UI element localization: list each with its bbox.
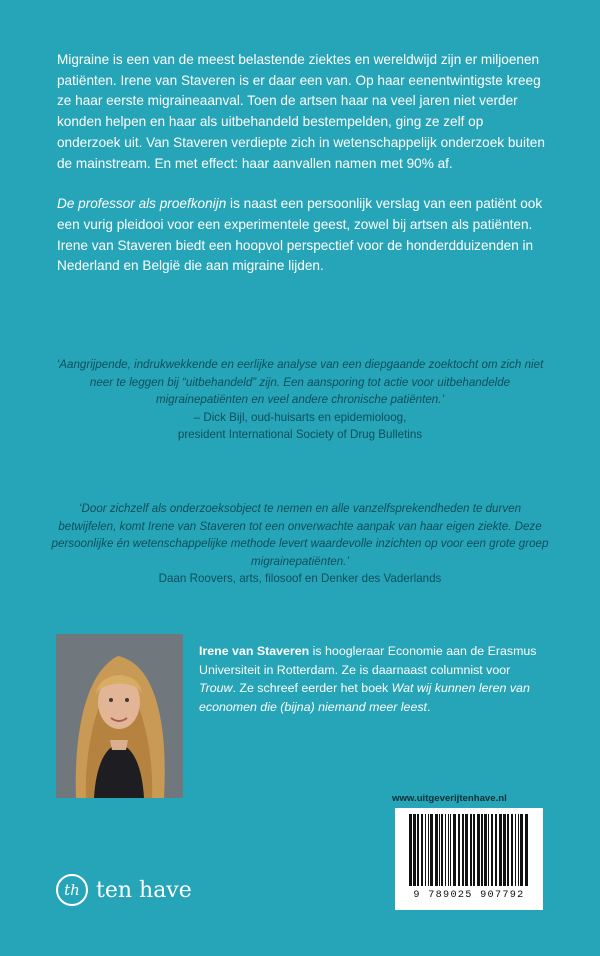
endorsement-quote-1 [50,356,550,444]
barcode-bar [448,814,449,886]
quote-text: ‘Door zichzelf als onderzoeksobject te nemen en alle vanzelfsprekendheden te durven betwijfelen, komt Irene van Staveren tot een onverwachte aanpak van haar eigen ziekte. Deze persoonlijke én wetenschappelijke methode levert waardevolle inzichten op voor een grote groep migrainepatiënten.’ [51,502,549,568]
barcode-bar [462,814,464,886]
barcode-bar [458,814,460,886]
barcode-bar [507,814,509,886]
publisher-logo [56,870,192,910]
barcode-bar [499,814,502,886]
barcode-bar [520,814,523,886]
publisher-logo-text: ten have [96,877,192,903]
barcode-bar [481,814,483,886]
bio-text-1: is hoogleraar Economie aan de Erasmus Universiteit in Rotterdam. Ze is daarnaast columnist voor [199,644,537,677]
previous-book-title: Wat wij kunnen leren van economen die (bijna) niemand meer leest [199,681,530,714]
barcode-bar [511,814,513,886]
author-bio [199,642,549,716]
newspaper-name: Trouw [199,681,233,696]
barcode-bar [417,814,419,886]
blurb-paragraph-1: Migraine is een van de meest belastende ziektes en wereldwijd zijn er miljoenen patiënten. Irene van Staveren is er daar een van. Op haar eenentwintigste kreeg ze haar eerste migraineaanval. Toen de artsen haar na veel jaren niet verder konden helpen en haar als uitbehandeld bestempelden, ging ze zelf op onderzoek uit. Van Staveren verdiepte zich in wetenschappelijk onderzoek buiten de mainstream. En met effect: haar aanvallen namen met 90% af. [57,52,545,171]
book-blurb [57,50,545,277]
barcode-bar [435,814,438,886]
barcode-bar [491,814,493,886]
quote-source-title: president International Society of Drug Bulletins [177,428,423,442]
barcode-bar [409,814,412,886]
isbn-number: 9 789025 907792 [413,890,525,901]
barcode-bar [428,814,429,886]
barcode-bar [439,814,440,886]
blurb-paragraph-2-text: is naast een persoonlijk verslag van een patiënt ook een vurig pleidooi voor een experimentele geest, zowel bij artsen als patiënten. Irene van Staveren biedt een hoopvol perspectief voor de honderdduizenden in Nederland en België die aan migraine lijden. [57,196,543,274]
barcode-bar [470,814,472,886]
barcode-bar [441,814,443,886]
barcode-bar [477,814,480,886]
barcode-bar [421,814,423,886]
bio-text-2: . Ze schreef eerder het boek [232,681,392,696]
quote-source: – Dick Bijl, oud-huisarts en epidemioloog, [193,410,407,424]
barcode-bar [518,814,519,886]
endorsement-quote-2 [50,500,550,588]
barcode-bar [413,814,416,886]
book-title-inline: De professor als proefkonijn [57,196,227,212]
quote-text: ‘Aangrijpende, indrukwekkende en eerlijke analyse van een diepgaande zoektocht om zich niet neer te leggen bij “uitbehandeld” zijn. Een aansporing tot actie voor uitbehandelde migrainepatiënten en veel andere chronische patiënten.’ [56,358,544,407]
author-photo [56,634,183,798]
quote-source: Daan Roovers, arts, filosoof en Denker des Vaderlands [158,572,442,586]
barcode-bar [488,814,489,886]
barcode-bar [445,814,446,886]
barcode-bar [453,814,456,886]
barcode-bar [425,814,426,886]
barcode-bar [450,814,451,886]
barcode-bar [515,814,516,886]
publisher-logo-mark: th [56,874,88,906]
barcode-bars [407,814,531,888]
bio-text-3: . [426,699,431,714]
barcode-bar [525,814,528,886]
barcode-bar [430,814,433,886]
barcode-bar [495,814,497,886]
barcode-bar [484,814,487,886]
author-portrait-illustration [56,634,183,798]
barcode-bar [503,814,506,886]
barcode-bar [465,814,468,886]
barcode-bar [473,814,475,886]
barcode [395,808,543,910]
publisher-url[interactable]: www.uitgeverijtenhave.nl [392,793,507,804]
author-name: Irene van Staveren [199,644,310,658]
blurb-paragraph-2 [57,194,545,277]
